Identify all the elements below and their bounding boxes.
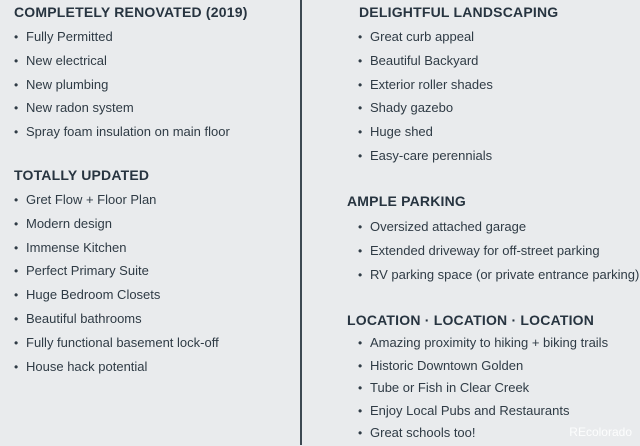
bullet: • xyxy=(358,358,363,373)
bullet: • xyxy=(14,264,19,279)
bullet: • xyxy=(14,101,19,116)
bullet: • xyxy=(358,148,363,163)
bullet: • xyxy=(358,30,363,44)
watermark-recolorado: REcolorado xyxy=(569,425,632,439)
list-item: • Perfect Primary Suite xyxy=(14,261,219,285)
bullet: • xyxy=(358,426,363,441)
bullet: • xyxy=(14,77,19,92)
section-list-renovated xyxy=(14,27,230,146)
list-item: • New radon system xyxy=(14,98,230,122)
list-item: • Great schools too! xyxy=(358,423,608,446)
bullet: • xyxy=(14,53,19,68)
bullet: • xyxy=(358,220,363,234)
bullet: • xyxy=(358,53,363,68)
list-item: • Beautiful bathrooms xyxy=(14,309,219,333)
bullet: • xyxy=(14,216,19,231)
bullet: • xyxy=(358,403,363,418)
list-item: • Immense Kitchen xyxy=(14,238,219,262)
list-item: • Extended driveway for off-street parking xyxy=(358,241,639,265)
section-list-updated xyxy=(14,190,219,380)
list-item: • New plumbing xyxy=(14,75,230,99)
list-item: • Shady gazebo xyxy=(358,98,493,122)
list-item: • New electrical xyxy=(14,51,230,75)
bullet: • xyxy=(14,311,19,326)
section-heading-location: LOCATION · LOCATION · LOCATION xyxy=(347,312,595,328)
section-list-parking xyxy=(358,217,639,288)
list-item: • Amazing proximity to hiking + biking trails xyxy=(358,333,608,356)
bullet: • xyxy=(358,77,363,92)
section-heading-renovated: COMPLETELY RENOVATED (2019) xyxy=(14,4,248,20)
list-item: • Historic Downtown Golden xyxy=(358,356,608,379)
list-item: • RV parking space (or private entrance parking) xyxy=(358,265,639,289)
bullet: • xyxy=(14,359,19,374)
bullet: • xyxy=(358,336,363,350)
bullet: • xyxy=(358,125,363,140)
bullet: • xyxy=(358,243,363,258)
bullet: • xyxy=(358,101,363,116)
list-item: • Huge Bedroom Closets xyxy=(14,285,219,309)
list-item: • Great curb appeal xyxy=(358,27,493,51)
list-item: • Modern design xyxy=(14,214,219,238)
bullet: • xyxy=(358,381,363,396)
bullet: • xyxy=(358,267,363,282)
list-item: • Gret Flow + Floor Plan xyxy=(14,190,219,214)
list-item: • Easy-care perennials xyxy=(358,146,493,170)
list-item: • Fully Permitted xyxy=(14,27,230,51)
section-heading-landscaping: DELIGHTFUL LANDSCAPING xyxy=(359,4,559,20)
list-item: • Enjoy Local Pubs and Restaurants xyxy=(358,401,608,424)
bullet: • xyxy=(14,193,19,207)
bullet: • xyxy=(14,240,19,255)
bullet: • xyxy=(14,125,19,140)
list-item: • House hack potential xyxy=(14,357,219,381)
section-heading-parking: AMPLE PARKING xyxy=(347,193,467,209)
column-divider xyxy=(300,0,302,445)
bullet: • xyxy=(14,30,19,44)
list-item: • Fully functional basement lock-off xyxy=(14,333,219,357)
list-item: • Tube or Fish in Clear Creek xyxy=(358,378,608,401)
list-item: • Beautiful Backyard xyxy=(358,51,493,75)
list-item: • Spray foam insulation on main floor xyxy=(14,122,230,146)
list-item: • Huge shed xyxy=(358,122,493,146)
list-item: • Exterior roller shades xyxy=(358,75,493,99)
bullet: • xyxy=(14,335,19,350)
list-item: • Oversized attached garage xyxy=(358,217,639,241)
section-heading-updated: TOTALLY UPDATED xyxy=(14,167,150,183)
section-list-landscaping xyxy=(358,27,493,170)
bullet: • xyxy=(14,288,19,303)
